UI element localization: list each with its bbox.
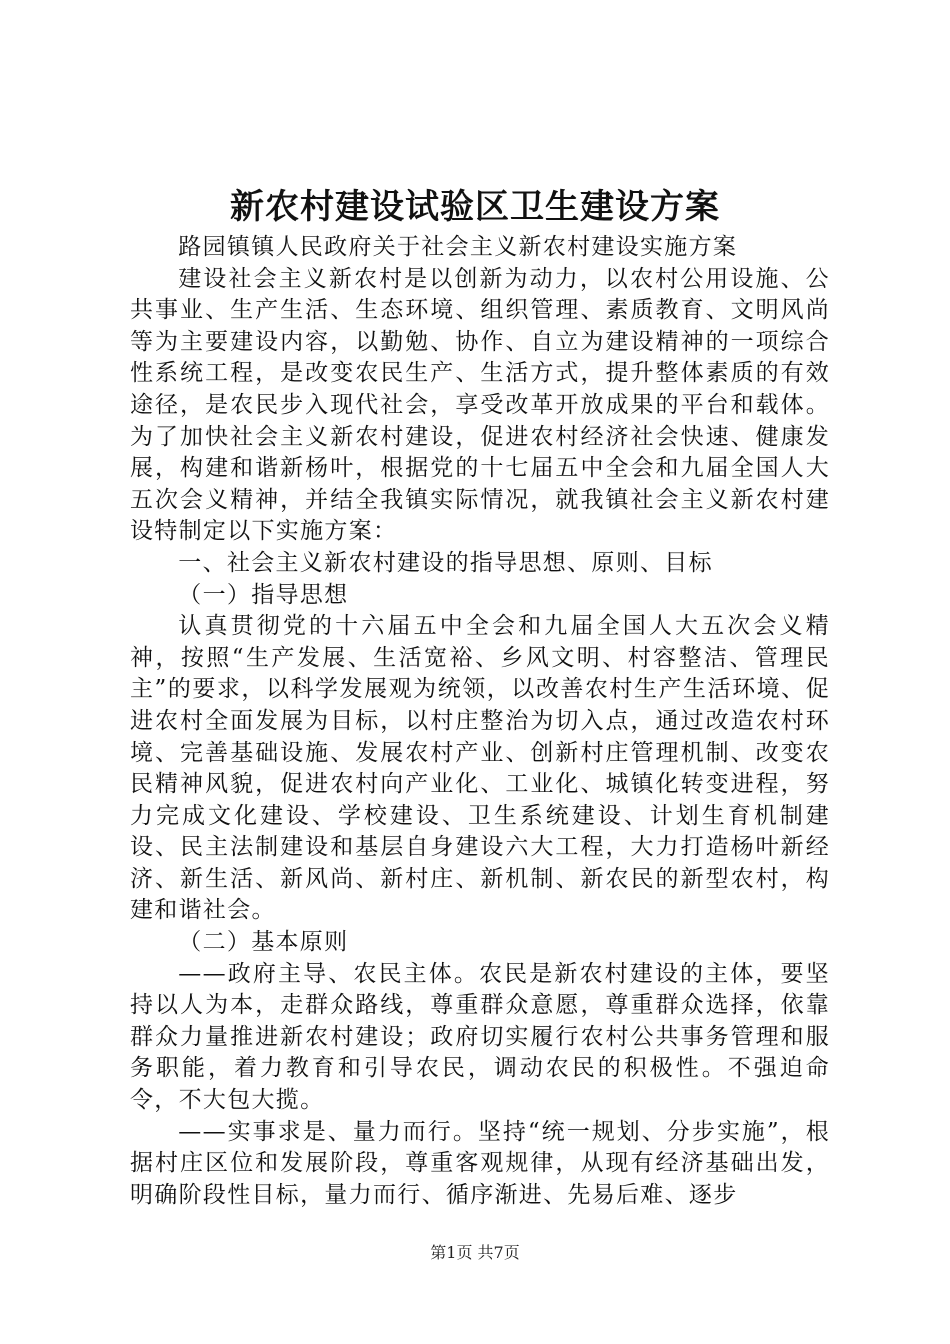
subsection-heading-guiding-ideology: （一）指导思想 [178,581,349,608]
paragraph-intro: 建设社会主义新农村是以创新为动力，以农村公用设施、公共事业、生产生活、生态环境、组织管理、素质教育、文明风尚等为主要建设内容，以勤勉、协作、自立为建设精神的一项综合性系统工程，是改变农民生产、生活方式，提升整体素质的有效途径，是农民步入现代社会，享受改革开放成果的平台和载体。为了加快社会主义新农村建设，促进农村经济社会快速、健康发展，构建和谐新杨叶，根据党的十七届五中全会和九届全国人大五次会义精神，并结全我镇实际情况，就我镇社会主义新农村建设特制定以下实施方案： [130,265,830,545]
section-heading-1: 一、社会主义新农村建设的指导思想、原则、目标 [178,549,713,576]
paragraph-guiding-ideology: 认真贯彻党的十六届五中全会和九届全国人大五次会义精神，按照“生产发展、生活宽裕、乡风文明、村容整洁、管理民主”的要求，以科学发展观为统领，以改善农村生产生活环境、促进农村全面发展为目标，以村庄整治为切入点，通过改造农村环境、完善基础设施、发展农村产业、创新村庄管理机制、改变农民精神风貌，促进农村向产业化、工业化、城镇化转变进程，努力完成文化建设、学校建设、卫生系统建设、计划生育机制建设、民主法制建设和基层自身建设六大工程，大力打造杨叶新经济、新生活、新风尚、新村庄、新机制、新农民的新型农村，构建和谐社会。 [130,613,830,924]
page-footer: 第1页 共7页 [430,1243,520,1262]
subsection-heading-basic-principles: （二）基本原则 [178,929,349,956]
document-body [130,232,830,1211]
paragraph-subtitle: 路园镇镇人民政府关于社会主义新农村建设实施方案 [178,234,738,260]
paragraph-principle-1: ——政府主导、农民主体。农民是新农村建设的主体，要坚持以人为本，走群众路线，尊重群众意愿，尊重群众选择，依靠群众力量推进新农村建设；政府切实履行农村公共事务管理和服务职能，着力教育和引导农民，调动农民的积极性。不强迫命令，不大包大揽。 [130,960,830,1114]
document-title: 新农村建设试验区卫生建设方案 [230,187,720,227]
paragraph-principle-2: ——实事求是、量力而行。坚持“统一规划、分步实施”，根据村庄区位和发展阶段，尊重客观规律，从现有经济基础出发，明确阶段性目标，量力而行、循序渐进、先易后难、逐步 [130,1118,830,1208]
